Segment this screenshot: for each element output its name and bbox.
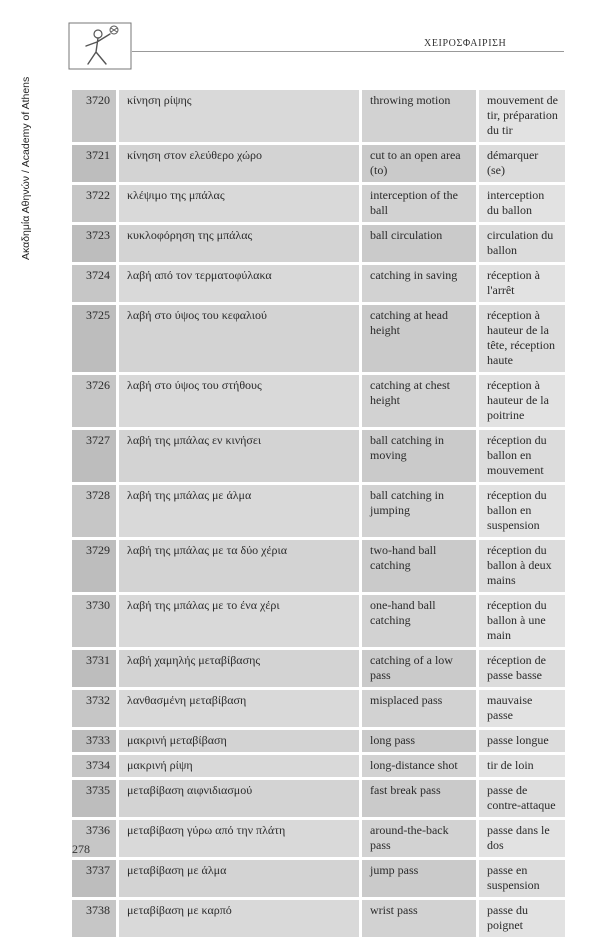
entry-number: 3721: [72, 144, 118, 184]
english-term: ball catching in jumping: [361, 484, 478, 539]
glossary-row: [72, 754, 567, 779]
french-term: passe du poignet: [478, 899, 567, 939]
glossary-row: [72, 594, 567, 649]
greek-term: λαβή της μπάλας με τα δύο χέρια: [118, 539, 361, 594]
entry-number: 3730: [72, 594, 118, 649]
english-term: catching at head height: [361, 304, 478, 374]
greek-term: μακρινή μεταβίβαση: [118, 729, 361, 754]
french-term: circulation du ballon: [478, 224, 567, 264]
glossary-row: [72, 224, 567, 264]
entry-number: 3725: [72, 304, 118, 374]
glossary-row: [72, 264, 567, 304]
entry-number: 3726: [72, 374, 118, 429]
french-term: passe dans le dos: [478, 819, 567, 859]
greek-term: κυκλοφόρηση της μπάλας: [118, 224, 361, 264]
english-term: catching in saving: [361, 264, 478, 304]
english-term: long pass: [361, 729, 478, 754]
entry-number: 3720: [72, 90, 118, 144]
glossary-row: [72, 429, 567, 484]
glossary-row: [72, 484, 567, 539]
greek-term: μεταβίβαση γύρω από την πλάτη: [118, 819, 361, 859]
greek-term: κίνηση στον ελεύθερο χώρο: [118, 144, 361, 184]
french-term: réception du ballon à une main: [478, 594, 567, 649]
greek-term: κλέψιμο της μπάλας: [118, 184, 361, 224]
english-term: catching of a low pass: [361, 649, 478, 689]
entry-number: 3723: [72, 224, 118, 264]
french-term: réception à hauteur de la tête, réception haute: [478, 304, 567, 374]
english-term: throwing motion: [361, 90, 478, 144]
french-term: réception du ballon à deux mains: [478, 539, 567, 594]
entry-number: 3735: [72, 779, 118, 819]
greek-term: κίνηση ρίψης: [118, 90, 361, 144]
glossary-row: [72, 539, 567, 594]
english-term: misplaced pass: [361, 689, 478, 729]
french-term: mouvement de tir, préparation du tir: [478, 90, 567, 144]
french-term: réception du ballon en suspension: [478, 484, 567, 539]
glossary-table: [72, 90, 568, 940]
english-term: wrist pass: [361, 899, 478, 939]
french-term: démarquer (se): [478, 144, 567, 184]
french-term: interception du ballon: [478, 184, 567, 224]
greek-term: λαβή στο ύψος του κεφαλιού: [118, 304, 361, 374]
english-term: ball circulation: [361, 224, 478, 264]
english-term: jump pass: [361, 859, 478, 899]
entry-number: 3728: [72, 484, 118, 539]
english-term: long-distance shot: [361, 754, 478, 779]
handball-player-icon: [68, 22, 132, 70]
french-term: mauvaise passe: [478, 689, 567, 729]
header-rule: [132, 51, 564, 52]
glossary-row: [72, 729, 567, 754]
entry-number: 3734: [72, 754, 118, 779]
greek-term: λαβή της μπάλας με άλμα: [118, 484, 361, 539]
entry-number: 3729: [72, 539, 118, 594]
greek-term: λαβή από τον τερματοφύλακα: [118, 264, 361, 304]
french-term: réception à l'arrêt: [478, 264, 567, 304]
french-term: tir de loin: [478, 754, 567, 779]
greek-term: μεταβίβαση με καρπό: [118, 899, 361, 939]
page-number: 278: [72, 842, 90, 856]
glossary-row: [72, 819, 567, 859]
sidebar-academy-label: Ακαδημία Αθηνών / Academy of Athens: [20, 76, 32, 260]
greek-term: λαβή της μπάλας εν κινήσει: [118, 429, 361, 484]
english-term: interception of the ball: [361, 184, 478, 224]
glossary-row: [72, 304, 567, 374]
english-term: ball catching in moving: [361, 429, 478, 484]
glossary-row: [72, 90, 567, 144]
entry-number: 3724: [72, 264, 118, 304]
french-term: passe en suspension: [478, 859, 567, 899]
greek-term: μακρινή ρίψη: [118, 754, 361, 779]
glossary-row: [72, 689, 567, 729]
glossary-row: [72, 779, 567, 819]
french-term: réception du ballon en mouvement: [478, 429, 567, 484]
french-term: réception de passe basse: [478, 649, 567, 689]
entry-number: 3732: [72, 689, 118, 729]
entry-number: 3736: [72, 819, 118, 859]
english-term: fast break pass: [361, 779, 478, 819]
glossary-row: [72, 374, 567, 429]
greek-term: λανθασμένη μεταβίβαση: [118, 689, 361, 729]
glossary-row: [72, 184, 567, 224]
french-term: passe longue: [478, 729, 567, 754]
greek-term: μεταβίβαση αιφνιδιασμού: [118, 779, 361, 819]
glossary-row: [72, 899, 567, 939]
english-term: around-the-back pass: [361, 819, 478, 859]
greek-term: λαβή χαμηλής μεταβίβασης: [118, 649, 361, 689]
glossary-row: [72, 859, 567, 899]
glossary-row: [72, 144, 567, 184]
entry-number: 3731: [72, 649, 118, 689]
entry-number: 3733: [72, 729, 118, 754]
entry-number: 3738: [72, 899, 118, 939]
entry-number: 3722: [72, 184, 118, 224]
greek-term: μεταβίβαση με άλμα: [118, 859, 361, 899]
english-term: cut to an open area (to): [361, 144, 478, 184]
english-term: two-hand ball catching: [361, 539, 478, 594]
greek-term: λαβή στο ύψος του στήθους: [118, 374, 361, 429]
header-title: ΧΕΙΡΟΣΦΑΙΡΙΣΗ: [424, 38, 507, 49]
english-term: one-hand ball catching: [361, 594, 478, 649]
glossary-row: [72, 649, 567, 689]
french-term: réception à hauteur de la poitrine: [478, 374, 567, 429]
french-term: passe de contre-attaque: [478, 779, 567, 819]
greek-term: λαβή της μπάλας με το ένα χέρι: [118, 594, 361, 649]
english-term: catching at chest height: [361, 374, 478, 429]
entry-number: 3737: [72, 859, 118, 899]
entry-number: 3727: [72, 429, 118, 484]
